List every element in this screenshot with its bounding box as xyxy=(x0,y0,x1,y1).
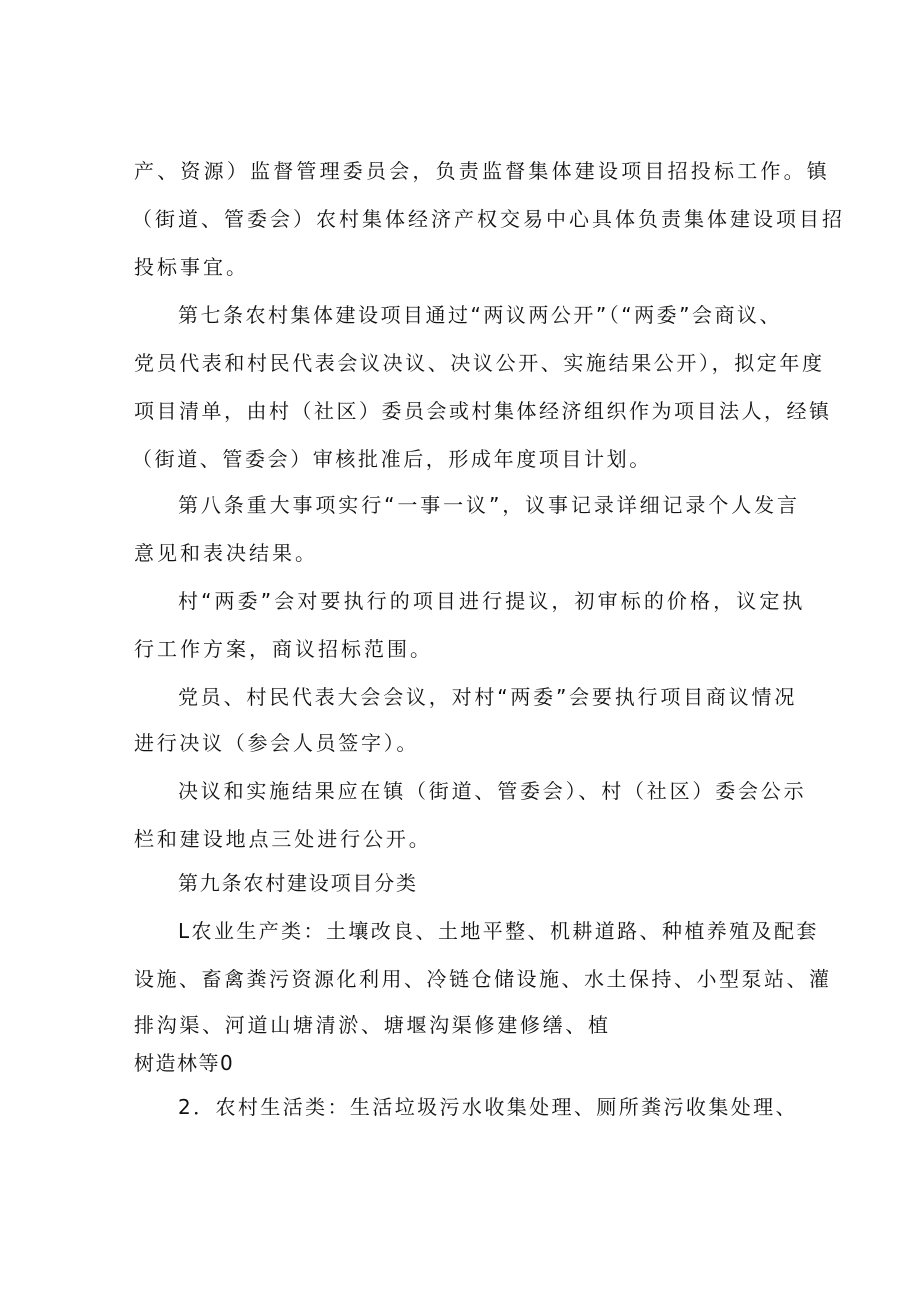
paragraph-start-line: L农业生产类：土壤改良、土地平整、机耕道路、种植养殖及配套 xyxy=(178,919,819,943)
text-line: （街道、管委会）农村集体经济产权交易中心具体负责集体建设项目招 xyxy=(132,207,845,231)
paragraph-start-line: 村“两委”会对要执行的项目进行提议，初审标的价格，议定执 xyxy=(178,589,806,613)
text-line: 产、资源）监督管理委员会，负责监督集体建设项目招投标工作。镇 xyxy=(134,159,830,183)
text-line: 栏和建设地点三处进行公开。 xyxy=(134,827,432,851)
text-line: （街道、管委会）审核批准后，形成年度项目计划。 xyxy=(132,447,652,471)
section-heading: 第九条农村建设项目分类 xyxy=(178,871,418,895)
paragraph-start-line: 第八条重大事项实行“一事一议”，议事记录详细记录个人发言 xyxy=(178,493,800,517)
paragraph-start-line: 决议和实施结果应在镇（街道、管委会）、村（社区）委会公示 xyxy=(178,779,807,803)
text-line: 意见和表决结果。 xyxy=(134,541,318,565)
text-line: 设施、畜禽粪污资源化利用、冷链仓储设施、水土保持、小型泵站、灌 xyxy=(134,967,832,991)
paragraph-start-line: 2．农村生活类：生活垃圾污水收集处理、厕所粪污收集处理、 xyxy=(178,1095,798,1119)
text-line: 排沟渠、河道山塘清淤、塘堰沟渠修建修缮、植 xyxy=(134,1013,611,1037)
text-line: 树造林等0 xyxy=(134,1051,235,1075)
text-line: 进行决议（参会人员签字）。 xyxy=(134,731,420,755)
paragraph-start-line: 第七条农村集体建设项目通过“两议两公开”（“两委”会商议、 xyxy=(178,303,782,327)
text-line: 投标事宜。 xyxy=(134,255,249,279)
text-line: 项目清单，由村（社区）委员会或村集体经济组织作为项目法人，经镇 xyxy=(134,399,832,423)
text-line: 党员代表和村民代表会议决议、决议公开、实施结果公开），拟定年度 xyxy=(134,351,825,375)
text-line: 行工作方案，商议招标范围。 xyxy=(134,637,433,661)
paragraph-start-line: 党员、村民代表大会会议，对村“两委”会要执行项目商议情况 xyxy=(178,685,798,709)
